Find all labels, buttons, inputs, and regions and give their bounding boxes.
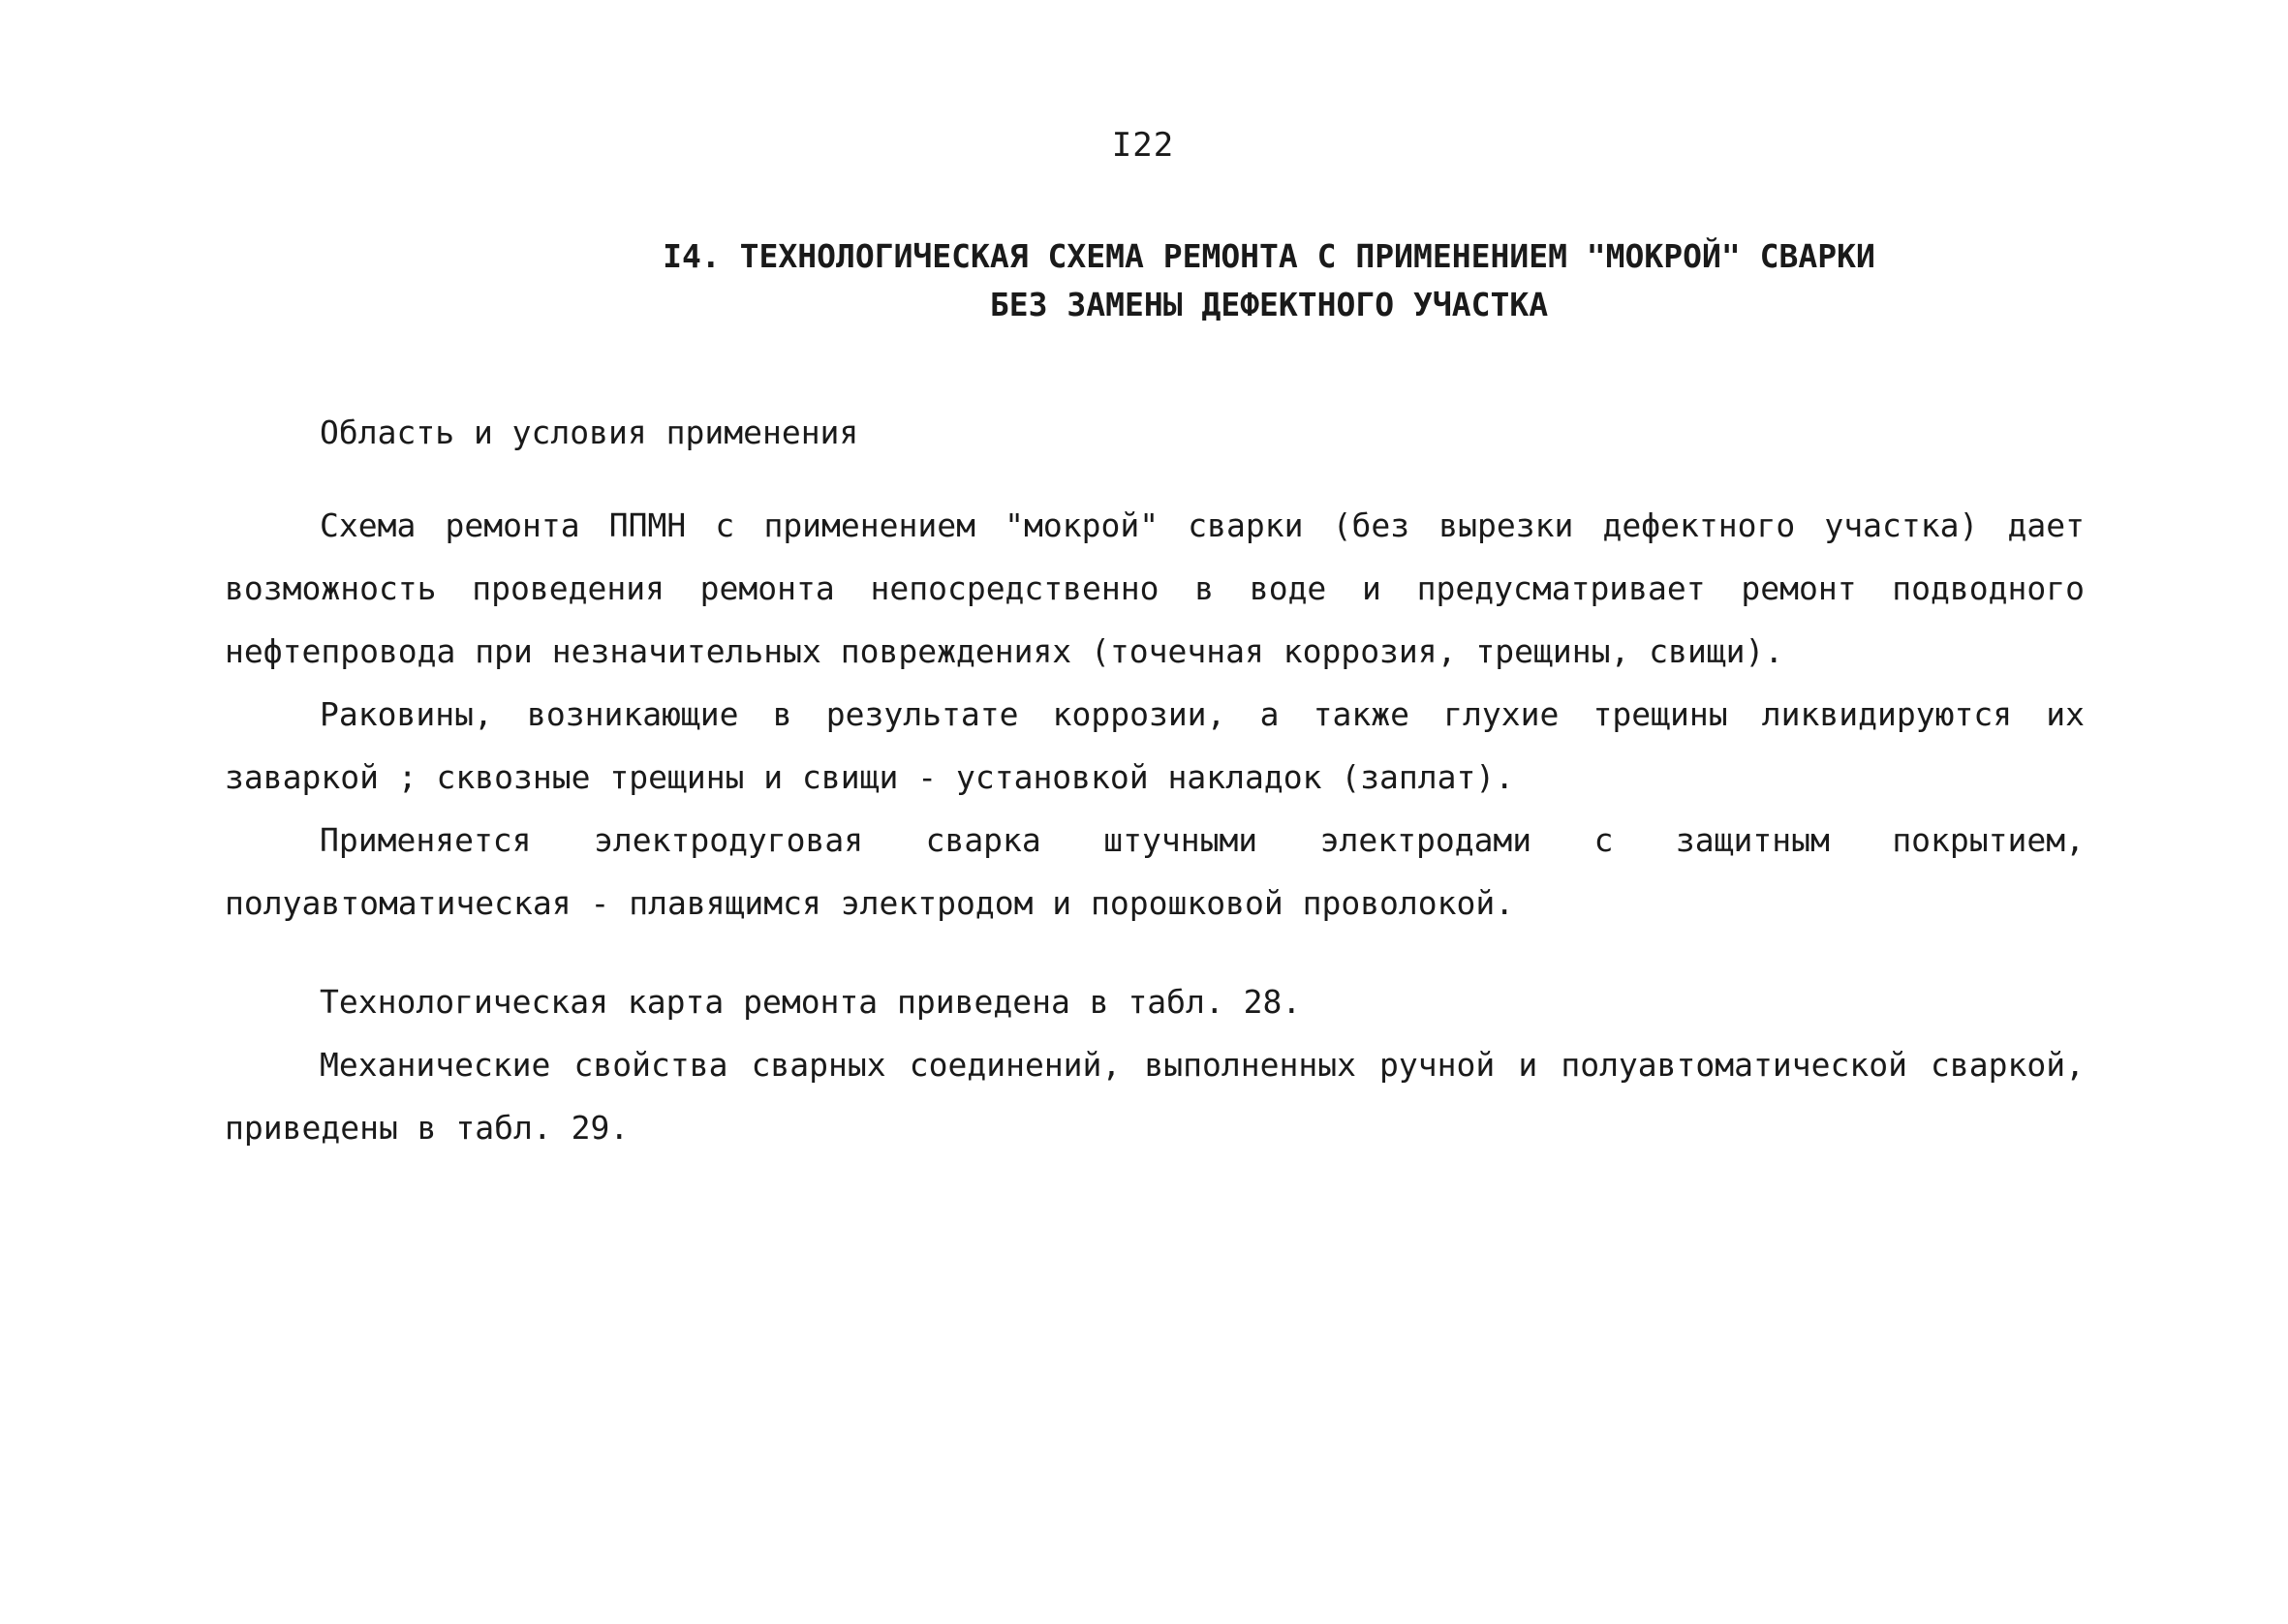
section-title-line-1: I4. ТЕХНОЛОГИЧЕСКАЯ СХЕМА РЕМОНТА С ПРИМЕНЕНИЕМ "МОКРОЙ" СВАРКИ: [663, 237, 1875, 275]
paragraph-scheme-description: Схема ремонта ППМН с применением "мокрой" сварки (без вырезки дефектного участка) дает возможность проведения ремонта непосредственно в воде и предусматривает ремонт подводного нефтепровода при незначительных повреждениях (точечная коррозия, трещины, свищи).: [225, 506, 2085, 670]
paragraph-welding-methods: Применяется электродуговая сварка штучными электродами с защитным покрытием, полуавтоматическая - плавящимся электродом и порошковой проволокой.: [225, 821, 2085, 922]
section-title: [542, 232, 1995, 329]
reference-table-29: Механические свойства сварных соединений, выполненных ручной и полуавтоматической сваркой, приведены в табл. 29.: [225, 1046, 2085, 1147]
body-text: [225, 494, 2085, 935]
page-number: I22: [1111, 126, 1175, 165]
subsection-heading: Область и условия применения: [320, 414, 859, 451]
section-title-line-2: БЕЗ ЗАМЕНЫ ДЕФЕКТНОГО УЧАСТКА: [989, 286, 1549, 323]
reference-table-28: Технологическая карта ремонта приведена в табл. 28.: [320, 983, 1302, 1021]
table-references: [225, 970, 2085, 1159]
paragraph-defects-repair: Раковины, возникающие в результате коррозии, а также глухие трещины ликвидируются их заваркой ; сквозные трещины и свищи - установкой накладок (заплат).: [225, 695, 2085, 796]
